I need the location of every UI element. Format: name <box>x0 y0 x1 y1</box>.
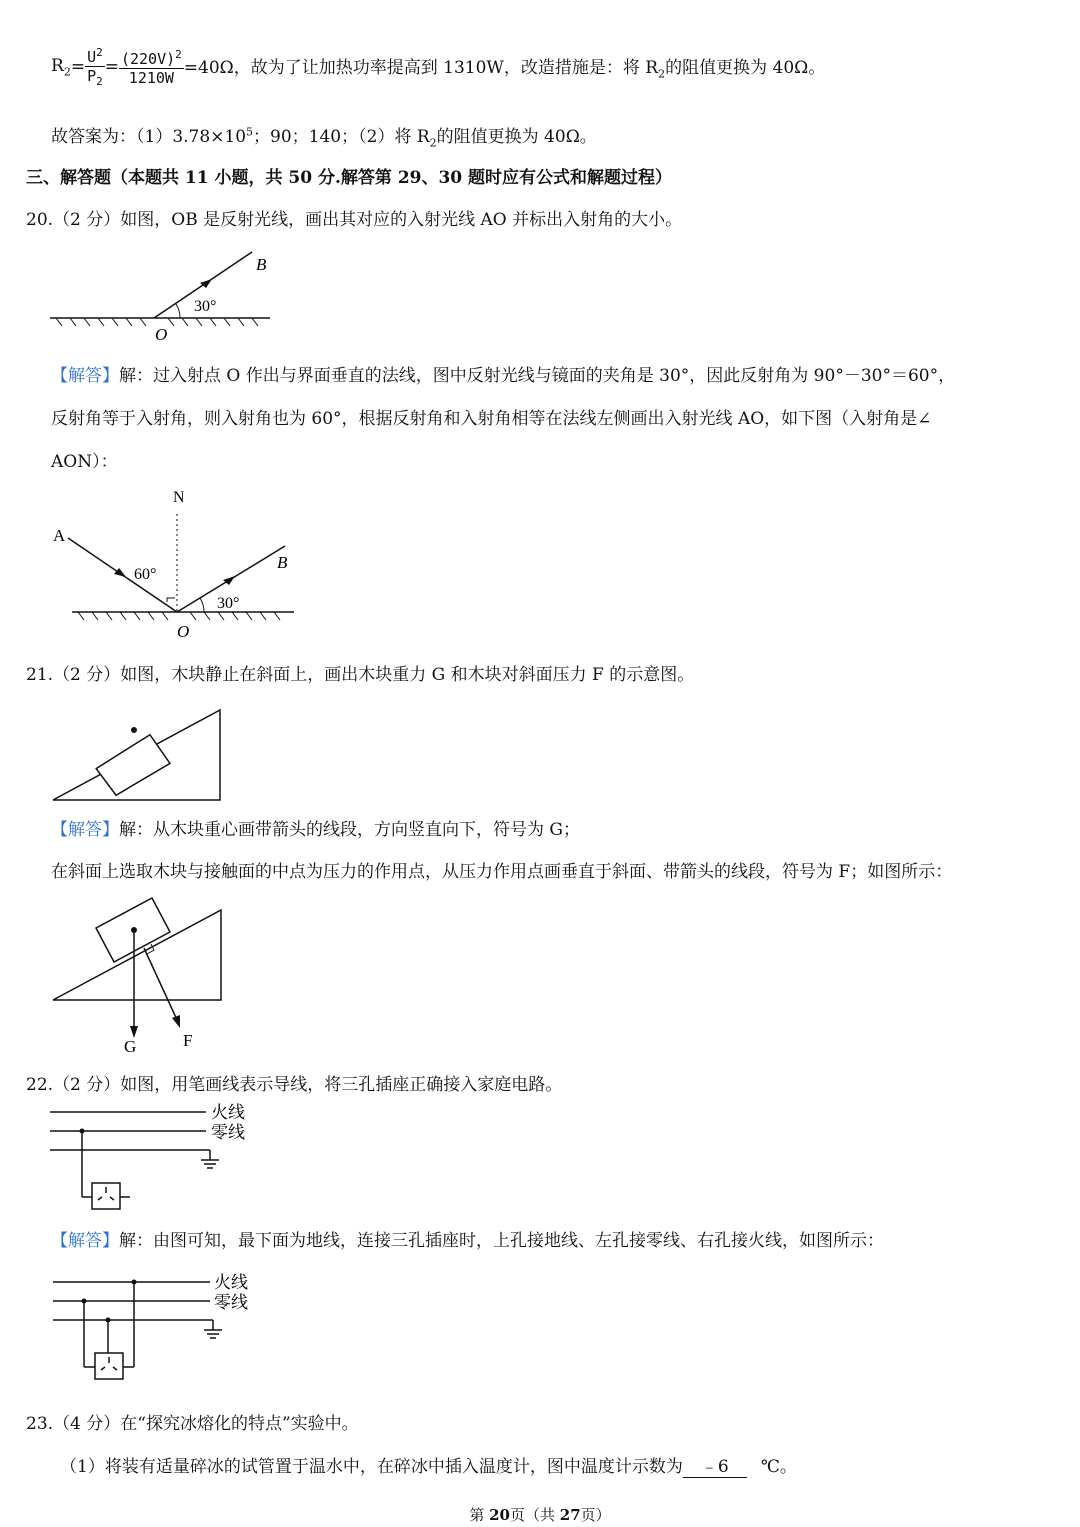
answer-tag: 【解答】 <box>51 366 119 386</box>
q21-question: 21.（2 分）如图，木块静止在斜面上，画出木块重力 G 和木块对斜面压力 F 的示意图。 <box>26 665 695 685</box>
formula-line <box>51 38 825 96</box>
q22-figure-2 <box>48 1268 273 1386</box>
q21-figure-1 <box>48 690 228 805</box>
q22-question: 22.（2 分）如图，用笔画线表示导线，将三孔插座正确接入家庭电路。 <box>26 1075 563 1095</box>
equals-sign: = <box>70 57 86 77</box>
point-a-label: A <box>53 526 66 545</box>
q21-figure-2 <box>48 892 233 1057</box>
q23-sub1: （1）将装有适量碎冰的试管置于温水中，在碎冰中插入温度计，图中温度计示数为 ﹣6 ℃。 <box>60 1452 797 1478</box>
page-footer: 第 20页（共 27页） <box>469 1506 611 1524</box>
equals-sign: = <box>104 57 119 77</box>
normal-label: N <box>173 489 185 506</box>
q20-solution-1: 【解答】解：过入射点 O 作出与界面垂直的法线，图中反射光线与镜面的夹角是 30°，因此反射角为 90°－30°＝60°， <box>51 366 956 386</box>
point-o-label: O <box>177 622 190 641</box>
neutral-wire-label: 零线 <box>211 1123 245 1142</box>
neutral-wire-label: 零线 <box>214 1293 248 1312</box>
answer-19: 故答案为：$(1)3.78\times 10^5$；90；140；（2）将 $R_2$的阻值更换为 40Ω。 <box>51 125 597 150</box>
section-heading: 三、解答题（本题共 11 小题，共 50 分.解答第 29、30 题时应有公式和解题过程） <box>26 168 673 188</box>
formula-lhs: $R_2$ <box>51 55 71 79</box>
formula-tail: =40Ω，故为了让加热功率提高到 1310W，改造措施是：将 $R_2$的阻值更换为 40Ω。 <box>183 58 826 81</box>
answer-tag: 【解答】 <box>51 820 119 840</box>
q20-solution-2: 反射角等于入射角，则入射角也为 60°，根据反射角和入射角相等在法线左侧画出入射光线 AO，如下图（入射角是∠ <box>51 409 932 429</box>
fraction-u2-p2: $\frac{U^2}{P_2}$ <box>87 46 103 88</box>
q22-figure-1 <box>48 1098 268 1216</box>
q20-solution-3: AON）： <box>51 452 118 472</box>
answer-blank: ﹣6 <box>683 1452 747 1478</box>
answer-tag: 【解答】 <box>51 1231 119 1251</box>
angle-label: 30° <box>194 298 217 315</box>
q20-figure-1 <box>48 250 278 345</box>
point-o-label: O <box>155 325 168 344</box>
reflect-angle-label: 30° <box>217 595 240 612</box>
q21-solution-1: 【解答】解：从木块重心画带箭头的线段，方向竖直向下，符号为 G； <box>51 820 580 840</box>
force-label: F <box>183 1031 193 1050</box>
q23-question: 23.（4 分）在“探究冰熔化的特点”实验中。 <box>26 1414 359 1434</box>
q22-solution-1: 【解答】解：由图可知，最下面为地线，连接三孔插座时，上孔接地线、左孔接零线、右孔接火线，如图所示： <box>51 1231 884 1251</box>
live-wire-label: 火线 <box>211 1103 245 1122</box>
point-b-label: B <box>277 553 288 572</box>
q21-solution-2: 在斜面上选取木块与接触面的中点为压力的作用点，从压力作用点画垂直于斜面、带箭头的线段，符号为 F；如图所示： <box>51 862 953 882</box>
q20-figure-2 <box>48 484 298 644</box>
incident-angle-label: 60° <box>134 566 157 583</box>
gravity-label: G <box>124 1037 137 1056</box>
point-b-label: B <box>256 255 267 274</box>
q20-question: 20.（2 分）如图，OB 是反射光线，画出其对应的入射光线 AO 并标出入射角的大小。 <box>26 210 683 230</box>
live-wire-label: 火线 <box>214 1273 248 1292</box>
fraction-220v: $\frac{(220V)^2}{1210W}$ <box>120 47 182 87</box>
